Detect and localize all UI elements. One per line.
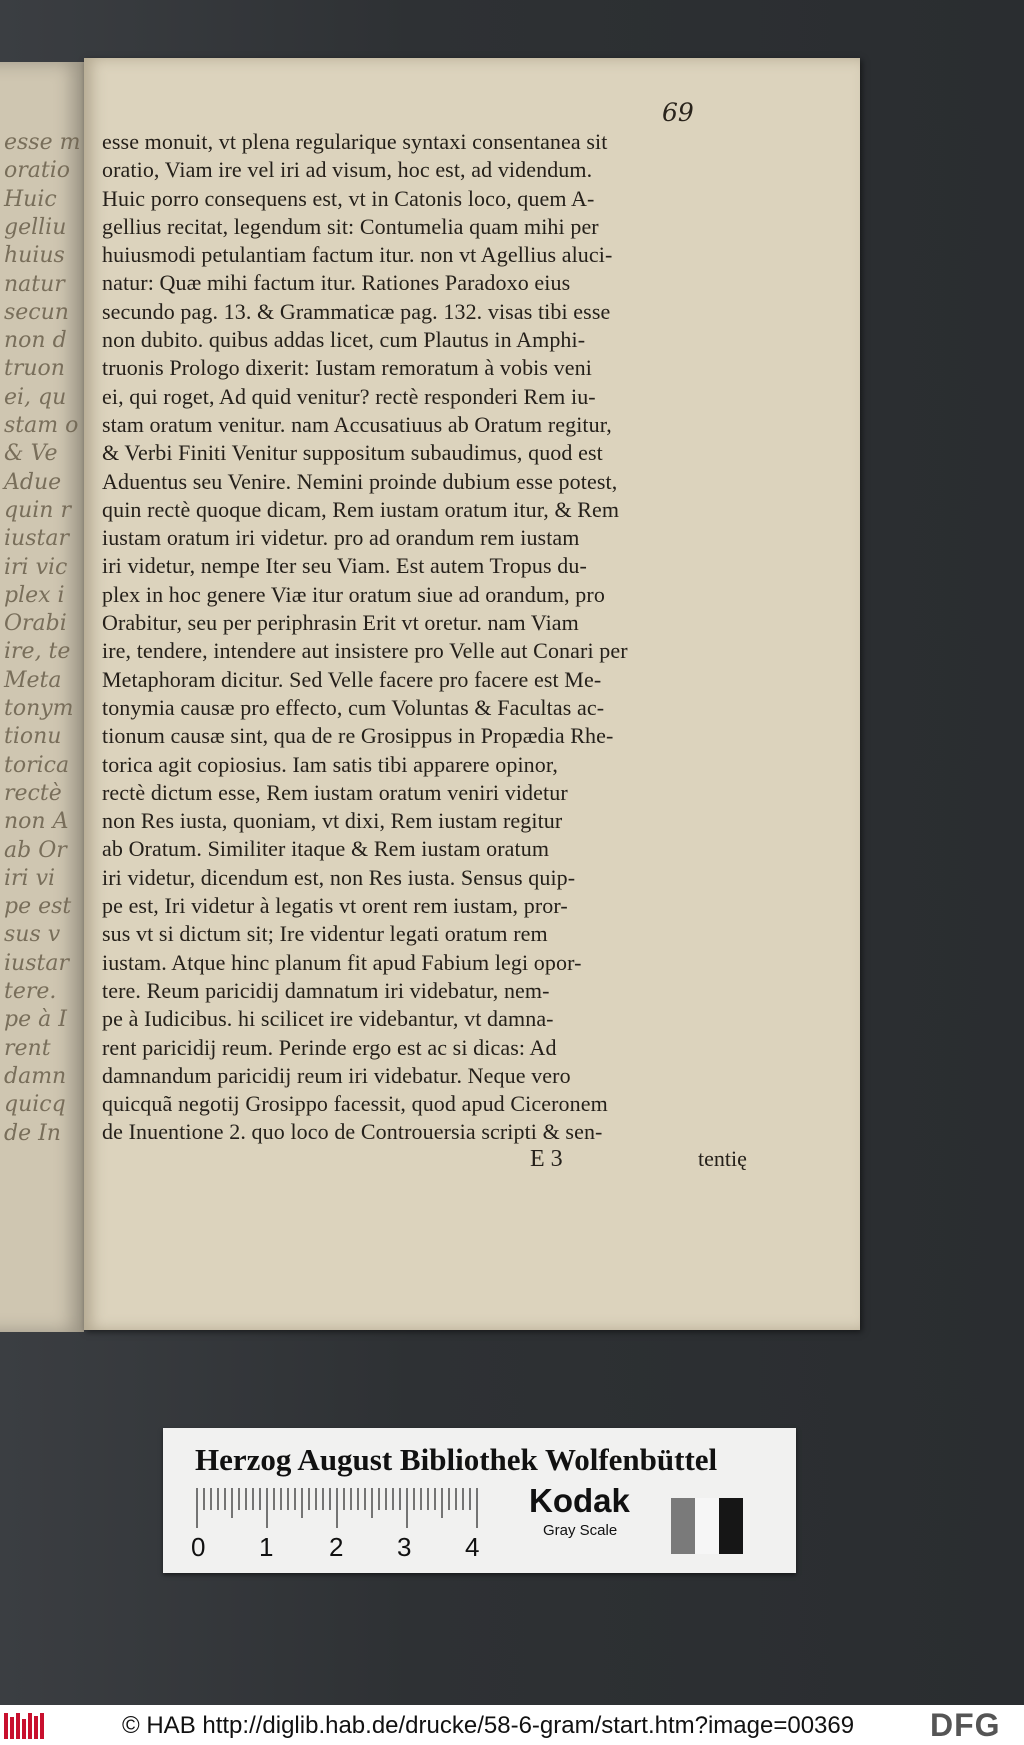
facing-page-fragment: rectè: [4, 780, 62, 806]
facing-page-fragment: rent: [4, 1035, 51, 1061]
facing-page-fragment: tere.: [4, 979, 57, 1004]
facing-page-fragment: quicq: [4, 1092, 66, 1118]
facing-page-fragment: gelliu: [4, 214, 67, 240]
text-line: iustam oratum iri videtur. pro ad orandum rem iustam: [102, 525, 580, 551]
facing-page-fragment: iustar: [4, 950, 69, 976]
facing-page-fragment: Huic: [4, 186, 57, 212]
hab-logo-icon: [4, 1713, 44, 1739]
text-line: ab Oratum. Similiter itaque & Rem iustam oratum: [102, 836, 550, 862]
text-line: torica agit copiosius. Iam satis tibi apparere opinor,: [102, 751, 559, 777]
facing-page-fragment: damn: [4, 1063, 67, 1089]
text-line: esse monuit, vt plena regularique syntaxi consentanea sit: [102, 129, 608, 154]
text-line: tonymia causæ pro effecto, cum Voluntas & Facultas ac-: [102, 694, 605, 720]
facing-page-fragment: huius: [4, 243, 65, 269]
footer-source-link[interactable]: © HAB http://diglib.hab.de/drucke/58-6-gram/start.htm?image=00369: [122, 1712, 855, 1739]
facing-page-fragment: non A: [4, 809, 69, 835]
ruler-scale: [195, 1484, 485, 1534]
text-line: tere. Reum paricidij damnatum iri videbatur, nem-: [102, 977, 550, 1003]
text-line: Aduentus seu Venire. Nemini proinde dubium esse potest,: [102, 468, 618, 494]
text-line: non Res iusta, quoniam, vt dixi, Rem iustam regitur: [102, 808, 563, 834]
dfg-logo: DFG: [930, 1707, 1001, 1743]
facing-page-fragment: ei, qu: [4, 384, 67, 410]
text-line: de Inuentione 2. quo loco de Controuersia scripti & sen-: [102, 1119, 603, 1145]
text-line: sus vt si dictum sit; Ire videntur legati oratum rem: [102, 921, 548, 947]
facing-page-fragment: iri vic: [4, 554, 68, 580]
facing-page-fragment: esse m: [4, 130, 81, 155]
facing-page-fragment: sus v: [4, 922, 61, 948]
institution-name: Herzog August Bibliothek Wolfenbüttel: [195, 1442, 718, 1477]
facing-page-fragment: ab Or: [4, 837, 67, 863]
catchword: tentię: [698, 1146, 747, 1171]
book-page: [84, 58, 860, 1330]
text-line: ei, qui roget, Ad quid venitur? rectè responderi Rem iu-: [102, 383, 596, 409]
facing-page-fragment: natur: [4, 271, 65, 297]
scale-label-3: 3: [397, 1532, 412, 1562]
facing-page-fragment: pe à I: [4, 1007, 67, 1033]
text-line: quicquã negotij Grosippo facessit, quod apud Ciceronem: [102, 1091, 608, 1117]
text-line: plex in hoc genere Viæ itur oratum siue ad orandum, pro: [102, 581, 605, 607]
text-line: tionum causæ sint, qua de re Grosippus in Propædia Rhe-: [102, 723, 614, 749]
facing-page-fragment: oratio: [4, 158, 70, 184]
facing-page-fragment: secun: [4, 299, 69, 325]
text-line: rectè dictum esse, Rem iustam oratum veniri videtur: [102, 779, 568, 805]
signature-mark: E 3: [530, 1146, 563, 1172]
facing-page-fragment: Meta: [4, 667, 62, 693]
facing-page-fragment: plex i: [4, 582, 65, 608]
text-line: & Verbi Finiti Venitur suppositum subaudimus, quod est: [102, 440, 603, 466]
page-text-block: [102, 128, 802, 1147]
facing-page: [0, 62, 84, 1332]
text-line: iustam. Atque hinc planum fit apud Fabium legi opor-: [102, 949, 582, 975]
gray-patch-white: [695, 1498, 719, 1554]
text-line: truonis Prologo dixerit: Iustam remoratum à vobis veni: [102, 355, 592, 381]
gray-patch-black: [719, 1498, 743, 1554]
facing-page-fragment: truon: [4, 356, 65, 382]
scale-label-0: 0: [191, 1532, 206, 1562]
facing-page-fragment: quin r: [4, 497, 71, 523]
gray-scale-label: Gray Scale: [543, 1522, 618, 1539]
text-line: secundo pag. 13. & Grammaticæ pag. 132. visas tibi esse: [102, 298, 611, 324]
scale-label-4: 4: [465, 1532, 480, 1562]
facing-page-fragment: & Ve: [4, 441, 58, 467]
facing-page-fragment: pe est: [4, 894, 72, 920]
facing-page-fragment: non d: [4, 328, 67, 354]
text-line: non dubito. quibus addas licet, cum Plautus in Amphi-: [102, 327, 586, 353]
page-number: 69: [662, 98, 694, 127]
text-line: Metaphoram dicitur. Sed Velle facere pro facere est Me-: [102, 666, 602, 692]
facing-page-fragment: Orabi: [4, 611, 67, 637]
facing-page-fragment: iustar: [4, 526, 69, 552]
text-line: quin rectè quoque dicam, Rem iustam oratum itur, & Rem: [102, 496, 620, 522]
calibration-card: [163, 1428, 796, 1573]
facing-page-fragment: ire, te: [4, 639, 71, 665]
text-line: gellius recitat, legendum sit: Contumelia quam mihi per: [102, 213, 599, 239]
facing-page-fragment: torica: [4, 752, 70, 778]
text-line: Huic porro consequens est, vt in Catonis loco, quem A-: [102, 185, 595, 211]
text-line: rent paricidij reum. Perinde ergo est ac si dicas: Ad: [102, 1034, 557, 1060]
facing-page-fragment: iri vi: [4, 865, 56, 891]
text-line: iri videtur, nempe Iter seu Viam. Est autem Tropus du-: [102, 553, 587, 579]
text-line: pe à Iudicibus. hi scilicet ire videbantur, vt damna-: [102, 1006, 554, 1032]
facing-page-fragment: Adue: [4, 469, 62, 495]
facing-page-fragment: de In: [4, 1120, 61, 1146]
facing-page-fragment: tonym: [4, 696, 74, 721]
text-line: stam oratum venitur. nam Accusatiuus ab Oratum regitur,: [102, 411, 612, 437]
facing-page-fragment: tionu: [4, 724, 62, 750]
kodak-logo: Kodak: [529, 1482, 630, 1519]
text-line: ire, tendere, intendere aut insistere pro Velle aut Conari per: [102, 638, 628, 664]
gray-patch-mid: [671, 1498, 695, 1554]
facing-page-fragment: stam o: [4, 413, 79, 438]
text-line: huiusmodi petulantiam factum itur. non vt Agellius aluci-: [102, 242, 613, 268]
text-line: Orabitur, seu per periphrasin Erit vt oretur. nam Viam: [102, 610, 579, 636]
scale-label-2: 2: [329, 1532, 344, 1562]
scale-label-1: 1: [259, 1532, 274, 1562]
text-line: damnandum paricidij reum iri videbatur. Neque vero: [102, 1062, 571, 1088]
text-line: oratio, Viam ire vel iri ad visum, hoc est, ad videndum.: [102, 157, 593, 183]
text-line: iri videtur, dicendum est, non Res iusta. Sensus quip-: [102, 864, 576, 890]
text-line: natur: Quæ mihi factum itur. Rationes Paradoxo eius: [102, 270, 571, 296]
text-line: pe est, Iri videtur à legatis vt orent rem iustam, pror-: [102, 893, 568, 919]
footer-bar: [0, 1705, 1024, 1745]
